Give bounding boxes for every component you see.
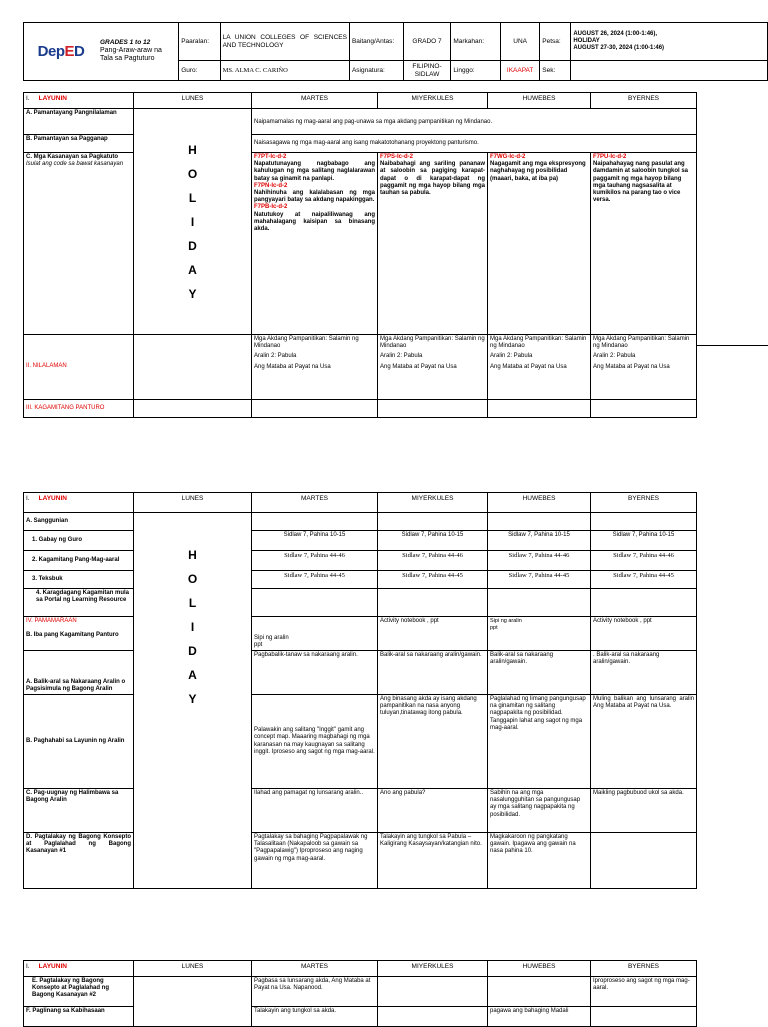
code-f7wg: F7WG-Ic-d-2: [490, 154, 526, 160]
layunin-label: LAYUNIN: [38, 495, 67, 502]
day-huwebes: HUWEBES: [488, 93, 591, 109]
code-f7pt: F7PT-Ic-d-2: [254, 154, 287, 160]
kagamitan-mag-miyerkules: Sidlaw 7, Pahina 44-46: [378, 551, 488, 571]
holiday-letter-i: I: [190, 620, 195, 634]
day-byernes: BYERNES: [591, 493, 697, 513]
layunin-header: [24, 93, 134, 109]
paghahabi-martes: Palawakin ang salitang "Inggit" gamit ang concept map. Maaaring magbahagi ng mga karanasan na may kaugnayan sa salitang inggit. Iproseso ang sagot ng mga mag-aaral.: [252, 695, 378, 789]
nilalaman-byernes: [591, 335, 697, 400]
nilalaman-line-3: Ang Mataba at Payat na Usa: [490, 363, 567, 370]
paglinang-huwebes: pagawa ang bahaging Madali: [488, 1007, 591, 1027]
petsa-line-1: AUGUST 26, 2024 (1:00-1:46),: [573, 30, 658, 37]
linggo-value: IKAAPAT: [500, 61, 539, 81]
paghahabi-miyerkules: Ang binasang akda ay isang akdang pampanitikan na nasa anyong tuluyan,tinatawag itong pabula.: [378, 695, 488, 789]
layunin-label: LAYUNIN: [38, 95, 67, 102]
portal-martes: [252, 589, 378, 617]
holiday-letter-l: L: [188, 190, 197, 205]
pagtalakay2-byernes: Iproproseso ang sagot ng mga mag-aaral.: [591, 977, 697, 1007]
code-f7pn: F7PN-Ic-d-2: [254, 182, 288, 189]
holiday-letter-h: H: [188, 142, 197, 157]
nilalaman-line-2: Aralin 2: Pabula: [380, 353, 423, 360]
layunin-label: LAYUNIN: [38, 963, 67, 970]
nilalaman-miyerkules: [378, 335, 488, 400]
balik-byernes: . Balik-aral sa nakaraang aralin/gawain.: [591, 651, 697, 695]
form-title-line-3: Tala sa Pagtuturo: [100, 55, 155, 63]
petsa-value: [571, 23, 768, 61]
text-f7pb: Natutukoy at naipaliliwanag ang mahahalagang kaisipan sa binasang akda.: [254, 211, 375, 232]
gabay-label: 1. Gabay ng Guro: [24, 531, 134, 551]
asignatura-value: FILIPINO-SIDLAW: [403, 61, 451, 81]
asignatura-label: Asignatura:: [349, 61, 403, 81]
pagtalakay2-label: E. Pagtalakay ng Bagong Konsepto at Paglalahad ng Bagong Kasanayan #2: [24, 977, 134, 1007]
kagamitan-label: III. KAGAMITANG PANTURO: [24, 400, 134, 418]
baitang-value: GRADO 7: [403, 23, 451, 61]
day-martes: MARTES: [252, 93, 378, 109]
pagtalakay1-byernes: [591, 833, 697, 889]
day-miyerkules: MIYERKULES: [378, 493, 488, 513]
nilalaman-line-3: Ang Mataba at Payat na Usa: [254, 363, 331, 370]
paglinang-label: F. Paglinang sa Kabihasaan: [24, 1007, 134, 1027]
kasanayan-label: [24, 153, 134, 335]
paghahabi-huwebes: Paglalahad ng limang pangungusap na ginamitan ng salitang nagpapakita ng posibilidad. Tanggapin lahat ang sagot ng mga mag-aaral.: [488, 695, 591, 789]
miyerkules-kasanayan: [378, 153, 488, 335]
pamantayang-pangnilalaman-label: A. Pamantayang Pangnilalaman: [24, 109, 134, 135]
header-table: [23, 22, 768, 81]
teksbuk-miyerkules: Sidlaw 7, Pahina 44-45: [378, 571, 488, 589]
balik-miyerkules: Balik-aral sa nakaraang aralin/gawain.: [378, 651, 488, 695]
iba-huwebes: [488, 617, 591, 651]
nilalaman-line-1: Mga Akdang Pampanitikan: Salamin ng Mindanao: [593, 336, 690, 350]
pagtalakay1-miyerkules: Talakayin ang tungkol sa Pabula – Kaligirang Kasaysayan/katangian nito.: [378, 833, 488, 889]
sek-value: [571, 61, 768, 81]
pamantayan-pagganap-label: B. Pamantayan sa Pagganap: [24, 135, 134, 153]
byernes-kasanayan: [591, 153, 697, 335]
sanggunian-label: A. Sanggunian: [24, 513, 134, 531]
nilalaman-martes: [252, 335, 378, 400]
deped-logo: DepED: [24, 23, 99, 81]
form-title: [98, 23, 179, 81]
pagtalakay1-martes: Pagtalakay sa bahaging Pagpapalawak ng Talasalitaan (Nakapaloob sa gawain sa "Pagpapalawig") Iproproseso ang naging gawain ng mga mag-aaral.: [252, 833, 378, 889]
gabay-miyerkules: Sidlaw 7, Pahina 10-15: [378, 531, 488, 551]
pagtalakay2-huwebes: [488, 977, 591, 1007]
text-f7pt: Napatutunayang nagbabago ang kahulugan ng mga salitang naglalarawan batay sa ginamit na panlapi.: [254, 161, 375, 182]
portal-label: 4. Karagdagang Kagamitan mula sa Portal ng Learning Resource: [24, 589, 134, 617]
kasanayan-sub: Isulat ang code sa bawat kasanayan: [26, 161, 124, 168]
kagamitan-miyerkules: [378, 400, 488, 418]
paglinang-martes: Talakayin ang tungkol sa akda.: [252, 1007, 378, 1027]
teksbuk-huwebes: Sidlaw 7, Pahina 44-45: [488, 571, 591, 589]
gabay-martes: Sidlaw 7, Pahina 10-15: [252, 531, 378, 551]
nilalaman-line-3: Ang Mataba at Payat na Usa: [380, 363, 457, 370]
teksbuk-martes: Sidlaw 7, Pahina 44-45: [252, 571, 378, 589]
holiday-letter-d: D: [188, 238, 197, 253]
holiday-column-1: [134, 109, 252, 335]
iba-huwebes-line-2: ppt: [490, 624, 498, 631]
pagtalakay1-huwebes: Magkakaroon ng pangkatang gawain. Ipagawa ang gawain na nasa pahina 10.: [488, 833, 591, 889]
code-f7pu: F7PU-Ic-d-2: [593, 154, 627, 160]
day-lunes: LUNES: [134, 961, 252, 977]
nilalaman-line-3: Ang Mataba at Payat na Usa: [593, 363, 670, 370]
gabay-huwebes: Sidlaw 7, Pahina 10-15: [488, 531, 591, 551]
kagamitan-huwebes: [488, 400, 591, 418]
petsa-line-3: AUGUST 27-30, 2024 (1:00-1:46): [573, 45, 665, 52]
day-huwebes: HUWEBES: [488, 961, 591, 977]
nilalaman-line-2: Aralin 2: Pabula: [490, 353, 533, 360]
petsa-label: Petsa:: [540, 23, 571, 61]
nilalaman-lunes: [134, 335, 252, 400]
pag-uugnay-label: C. Pag-uugnay ng Halimbawa sa Bagong Aralin: [24, 789, 134, 833]
code-f7ps: F7PS-Ic-d-2: [380, 154, 414, 160]
kagamitan-martes: [252, 400, 378, 418]
layunin-num: I.: [26, 95, 30, 102]
sanggunian-byernes: [591, 513, 697, 531]
day-byernes: BYERNES: [591, 93, 697, 109]
layunin-num: I.: [26, 495, 30, 502]
text-f7pu: Naipahahayag nang pasulat ang damdamin at saloobin tungkol sa paggamit ng mga hayop bilang mga tauhang nagsasalita at kumikilos na parang tao o vice versa.: [593, 161, 689, 204]
layunin-num: I.: [26, 963, 30, 970]
holiday-letter-a: A: [188, 668, 197, 682]
holiday-letter-h: H: [188, 548, 197, 562]
day-huwebes: HUWEBES: [488, 493, 591, 513]
sanggunian-miyerkules: [378, 513, 488, 531]
teksbuk-byernes: Sidlaw 7, Pahina 44-45: [591, 571, 697, 589]
kagamitan-mag-byernes: Sidlaw 7, Pahina 44-46: [591, 551, 697, 571]
kagamitan-byernes: [591, 400, 697, 418]
day-byernes: BYERNES: [591, 961, 697, 977]
form-title-line-1: GRADES 1 to 12: [100, 39, 151, 47]
holiday-letter-l: L: [188, 596, 197, 610]
nilalaman-line-1: Mga Akdang Pampanitikan: Salamin ng Mindanao: [254, 336, 359, 350]
day-lunes: LUNES: [134, 493, 252, 513]
section2-table: [23, 492, 697, 889]
text-f7pn: Nahihinuha ang kalalabasan ng mga pangyayari batay sa akdang napakinggan.: [254, 189, 375, 204]
teksbuk-label: 3. Teksbuk: [24, 571, 134, 589]
paaralan-label: Paaralan:: [179, 23, 220, 61]
day-lunes: LUNES: [134, 93, 252, 109]
baitang-label: Baitang/Antas:: [349, 23, 403, 61]
sanggunian-martes: [252, 513, 378, 531]
pamantayang-pangnilalaman-text: Naipamamalas ng mag-aaral ang pag-unawa sa mga akdang pampanitikan ng Mindanao.: [252, 109, 697, 135]
gabay-byernes: Sidlaw 7, Pahina 10-15: [591, 531, 697, 551]
guro-label: Guro:: [179, 61, 220, 81]
code-f7pb: F7PB-Ic-d-2: [254, 204, 288, 211]
balik-huwebes: Balik-aral sa nakaraang aralin/gawain.: [488, 651, 591, 695]
iba-martes: [252, 617, 378, 651]
guro-value: MS. ALMA C. CARIÑO: [220, 61, 349, 81]
sanggunian-huwebes: [488, 513, 591, 531]
holiday-letter-y: Y: [188, 286, 197, 301]
day-miyerkules: MIYERKULES: [378, 961, 488, 977]
nilalaman-line-2: Aralin 2: Pabula: [254, 353, 297, 360]
sek-label: Sek:: [540, 61, 571, 81]
holiday-letter-o: O: [187, 166, 198, 181]
pagtalakay2-miyerkules: [378, 977, 488, 1007]
uugnay-miyerkules: Ano ang pabula?: [378, 789, 488, 833]
kagamitan-mag-huwebes: Sidlaw 7, Pahina 44-46: [488, 551, 591, 571]
uugnay-byernes: Maikling pagbubuod ukol sa akda.: [591, 789, 697, 833]
form-title-line-2: Pang-Araw-araw na: [100, 47, 162, 54]
martes-kasanayan: [252, 153, 378, 335]
holiday-letter-o: O: [187, 572, 198, 586]
iba-martes-line-2: ppt: [254, 641, 263, 648]
nilalaman-line-2: Aralin 2: Pabula: [593, 353, 636, 360]
huwebes-kasanayan: [488, 153, 591, 335]
holiday-column-2: [134, 513, 252, 889]
divider-line: [696, 345, 768, 346]
paaralan-value: LA UNION COLLEGES OF SCIENCES AND TECHNOLOGY: [220, 23, 349, 61]
portal-byernes: [591, 589, 697, 617]
balik-aral-label: A. Balik-aral sa Nakaraang Aralin o Pagsisimula ng Bagong Aralin: [24, 651, 134, 695]
holiday-letter-i: I: [190, 214, 195, 229]
paghahabi-label: B. Paghahabi sa Layunin ng Aralin: [24, 695, 134, 789]
layunin-header-3: [24, 961, 134, 977]
day-martes: MARTES: [252, 961, 378, 977]
portal-huwebes: [488, 589, 591, 617]
iba-byernes: Activity notebook , ppt: [591, 617, 697, 651]
kagamitan-mag-martes: Sidlaw 7, Pahina 44-46: [252, 551, 378, 571]
paghahabi-byernes: Muling balikan ang lunsarang aralin Ang Mataba at Payat na Usa.: [591, 695, 697, 789]
pamantayan-pagganap-text: Naisasagawa ng mga mag-aaral ang isang makatotohanang proyektong panturismo.: [252, 135, 697, 153]
holiday-letter-d: D: [188, 644, 197, 658]
section1-table: [23, 92, 697, 418]
pamamaraan-label: IV. PAMAMARAAN: [26, 618, 77, 624]
text-f7ps: Naibabahagi ang sariling pananaw at saloobin sa pagiging karapat-dapat o di karapat-dapat ng paggamit ng mga hayop bilang mga tauhan sa pabula.: [380, 161, 485, 196]
uugnay-huwebes: Sabihin na ang mga nasalungguhitan sa pangungusap ay mga salitang nagpapakita ng posibilidad.: [488, 789, 591, 833]
holiday-letter-a: A: [188, 262, 197, 277]
nilalaman-line-1: Mga Akdang Pampanitikan: Salamin ng Mindanao: [380, 336, 485, 350]
kagamitan-mag-label: 2. Kagamitang Pang-Mag-aaral: [24, 551, 134, 571]
nilalaman-line-1: Mga Akdang Pampanitikan: Salamin ng Mindanao: [490, 336, 587, 350]
kagamitan-lunes: [134, 400, 252, 418]
pamamaraan-cell: [24, 617, 134, 651]
section3-table: [23, 960, 697, 1027]
day-miyerkules: MIYERKULES: [378, 93, 488, 109]
pagtalakay2-martes: Pagbasa sa lunsarang akda, Ang Mataba at Payat na Usa. Napanood.: [252, 977, 378, 1007]
balik-martes: Pagbabalik-tanaw sa nakaraang aralin.: [252, 651, 378, 695]
layunin-header-2: [24, 493, 134, 513]
day-martes: MARTES: [252, 493, 378, 513]
linggo-label: Linggo:: [451, 61, 501, 81]
iba-miyerkules: Activity notebook , ppt: [378, 617, 488, 651]
portal-miyerkules: [378, 589, 488, 617]
holiday-letter-y: Y: [188, 692, 197, 706]
nilalaman-label: II. NILALAMAN: [24, 335, 134, 400]
markahan-label: Markahan:: [451, 23, 501, 61]
iba-martes-line-1: Sipi ng aralin: [254, 634, 289, 641]
iba-pang-label: B. Iba pang Kagamitang Panturo: [26, 632, 119, 639]
iba-huwebes-line-1: Sipi ng aralin: [490, 618, 522, 624]
holiday-column-3: [134, 977, 252, 1027]
pagtalakay1-label: D. Pagtalakay ng Bagong Konsepto at Paglalahad ng Bagong Kasanayan #1: [24, 833, 134, 889]
petsa-line-2: HOLIDAY: [573, 37, 600, 44]
text-f7wg: Nagagamit ang mga ekspresyong naghahayag ng posibilidad (maaari, baka, at iba pa): [490, 161, 586, 182]
uugnay-martes: Ilahad ang pamagat ng lunsarang aralin..: [252, 789, 378, 833]
markahan-value: UNA: [500, 23, 539, 61]
kasanayan-title: C. Mga Kasanayan sa Pagkatuto: [26, 154, 119, 160]
nilalaman-huwebes: [488, 335, 591, 400]
